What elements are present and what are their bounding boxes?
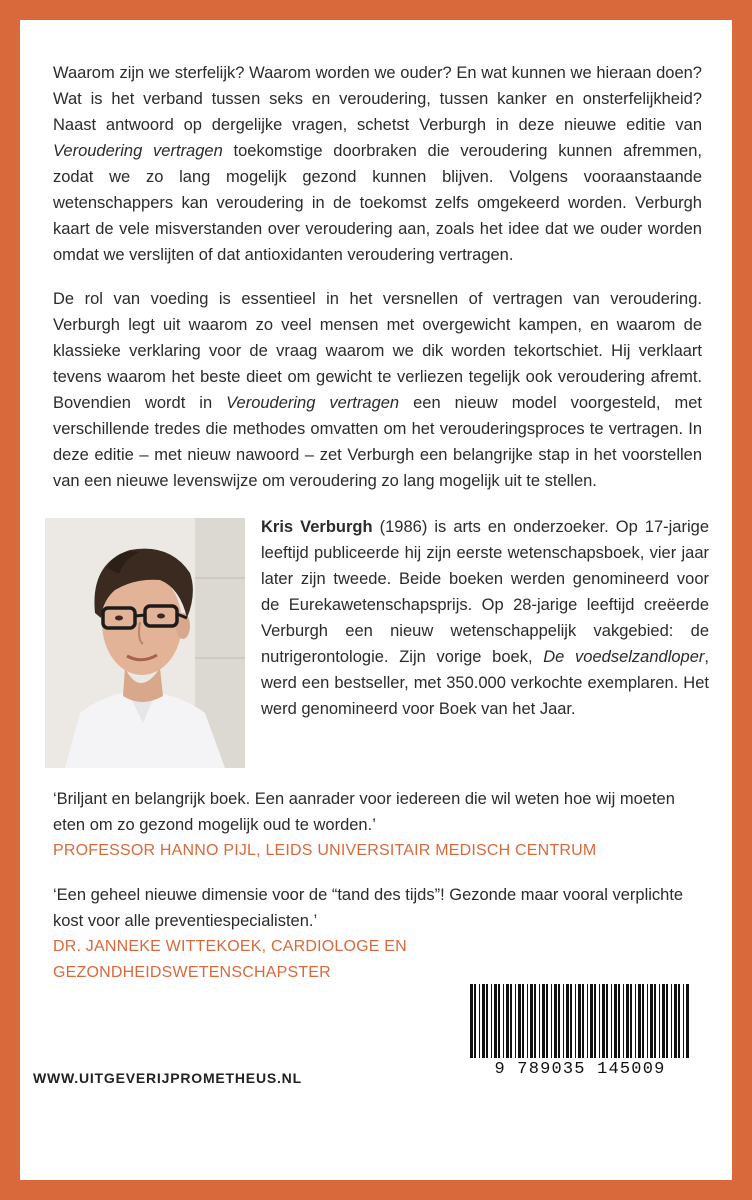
barcode-bar: [602, 984, 605, 1058]
intro-book-title: Veroudering vertragen: [53, 142, 223, 160]
barcode-bar: [482, 984, 485, 1058]
review-attribution-line-1: DR. JANNEKE WITTEKOEK, CARDIOLOGE EN: [53, 938, 407, 955]
barcode-bar: [674, 984, 677, 1058]
barcode-bar: [630, 984, 632, 1058]
barcode-bar: [486, 984, 488, 1058]
author-section: [53, 518, 709, 786]
barcode-bar: [479, 984, 480, 1058]
review-attribution-line-2: GEZONDHEIDSWETENSCHAPSTER: [53, 964, 331, 981]
nutrition-text-a: De rol van voeding is essentieel in het versnellen of vertragen van veroudering. Verburgh legt uit waarom zo veel mensen met overgewicht kampen, en waarom de klassieke verklaring voor de vraag waarom we dik worden tekortschiet. Hij verklaart tevens waarom het beste dieet om gewicht te verliezen tegelijk ook veroudering afremt. Bovendien wordt in: [53, 290, 702, 412]
barcode-bar: [570, 984, 572, 1058]
barcode-bar: [503, 984, 504, 1058]
previous-book-title: De voedselzandloper: [543, 648, 705, 666]
nutrition-paragraph: [53, 286, 702, 494]
barcode-bar: [647, 984, 648, 1058]
barcode-bar: [642, 984, 644, 1058]
intro-paragraph: [53, 60, 702, 268]
nutrition-text-b: een nieuw model voorgesteld, met verschillende tredes die methodes omvatten om het verouderingsproces te vertragen. In deze editie – met nieuw nawoord – zet Verburgh een belangrijke stap in het voorstellen van een nieuwe levenswijze om veroudering zo lang mogelijk uit te stellen.: [53, 394, 702, 490]
barcode-bar: [506, 984, 509, 1058]
back-cover: [20, 20, 732, 1180]
barcode-bar: [515, 984, 516, 1058]
barcode-bar: [470, 984, 473, 1058]
author-bio-text-b: , werd een bestseller, met 350.000 verkochte exemplaren. Het werd genomineerd voor Boek van het Jaar.: [261, 648, 709, 718]
barcode-bar: [626, 984, 629, 1058]
isbn-digits: 9 789035 145009: [494, 1060, 666, 1079]
barcode-bar: [522, 984, 524, 1058]
review-quote-1: [53, 786, 702, 864]
review-quote-2: [53, 882, 702, 986]
barcode-bar: [614, 984, 617, 1058]
barcode-bar: [534, 984, 536, 1058]
barcode-bar: [635, 984, 636, 1058]
barcode-bar: [666, 984, 668, 1058]
barcode-bar: [606, 984, 608, 1058]
barcode-bar: [654, 984, 656, 1058]
barcode-bar: [563, 984, 564, 1058]
barcode-bar: [638, 984, 641, 1058]
barcode-bar: [494, 984, 497, 1058]
barcode-bar: [594, 984, 596, 1058]
barcode-bar: [659, 984, 660, 1058]
barcode-bar: [491, 984, 492, 1058]
intro-text-b: toekomstige doorbraken die veroudering kunnen afremmen, zodat we zo lang mogelijk gezond kunnen blijven. Volgens vooraanstaande wetenschappers kan veroudering in de toekomst zelfs omgekeerd worden. Verburgh kaart de vele misverstanden over veroudering aan, zoals het idee dat we ouder worden omdat we verslijten of dat antioxidanten veroudering vertragen.: [53, 142, 702, 264]
barcode-bar: [599, 984, 600, 1058]
barcode-bar: [518, 984, 521, 1058]
barcode-bar: [590, 984, 593, 1058]
author-portrait-illustration: [45, 518, 245, 768]
barcode-bar: [546, 984, 548, 1058]
intro-text-a: Waarom zijn we sterfelijk? Waarom worden we ouder? En wat kunnen we hieraan doen? Wat is het verband tussen seks en veroudering, tussen kanker en onsterfelijkheid? Naast antwoord op dergelijke vragen, schetst Verburgh in deze nieuwe editie van: [53, 64, 702, 134]
barcode-bar: [611, 984, 612, 1058]
barcode-bar: [558, 984, 560, 1058]
barcode-bar: [618, 984, 620, 1058]
barcode-bar: [650, 984, 653, 1058]
barcode-bar: [686, 984, 689, 1058]
barcode-bar: [671, 984, 672, 1058]
barcode-bar: [539, 984, 540, 1058]
barcode-bar: [683, 984, 684, 1058]
barcode-bar: [510, 984, 512, 1058]
barcode-bar: [551, 984, 552, 1058]
review-quote-text: ‘Briljant en belangrijk boek. Een aanrader voor iedereen die wil weten hoe wij moeten eten om zo gezond mogelijk oud te worden.’: [53, 790, 675, 834]
barcode-bars: [460, 980, 700, 1060]
barcode-bar: [527, 984, 528, 1058]
barcode-bar: [554, 984, 557, 1058]
author-bio: [261, 514, 709, 722]
barcode-bar: [587, 984, 588, 1058]
isbn-barcode: [460, 980, 700, 1100]
publisher-website[interactable]: WWW.UITGEVERIJPROMETHEUS.NL: [33, 1070, 302, 1086]
barcode-bar: [566, 984, 569, 1058]
review-quote-text: ‘Een geheel nieuwe dimensie voor de “tand des tijds”! Gezonde maar vooral verplichte kost voor alle preventiespecialisten.’: [53, 886, 684, 930]
barcode-bar: [530, 984, 533, 1058]
author-photo: [45, 518, 245, 768]
barcode-bar: [623, 984, 624, 1058]
barcode-bar: [542, 984, 545, 1058]
barcode-bar: [474, 984, 476, 1058]
barcode-bar: [582, 984, 584, 1058]
nutrition-book-title: Veroudering vertragen: [226, 394, 400, 412]
barcode-bar: [498, 984, 500, 1058]
barcode-bar: [662, 984, 665, 1058]
barcode-bar: [678, 984, 680, 1058]
author-name: Kris Verburgh: [261, 518, 373, 536]
author-bio-text-a: (1986) is arts en onderzoeker. Op 17-jarige leeftijd publiceerde hij zijn eerste wetenschapsboek, vier jaar later zijn tweede. Beide boeken werden genomineerd voor de Eurekawetenschapsprijs. Op 28-jarige leeftijd creëerde Verburgh een nieuw wetenschappelijk vakgebied: de nutrigerontologie. Zijn vorige boek,: [261, 518, 709, 666]
barcode-bar: [578, 984, 581, 1058]
barcode-bar: [575, 984, 576, 1058]
review-attribution: PROFESSOR HANNO PIJL, LEIDS UNIVERSITAIR MEDISCH CENTRUM: [53, 842, 597, 859]
